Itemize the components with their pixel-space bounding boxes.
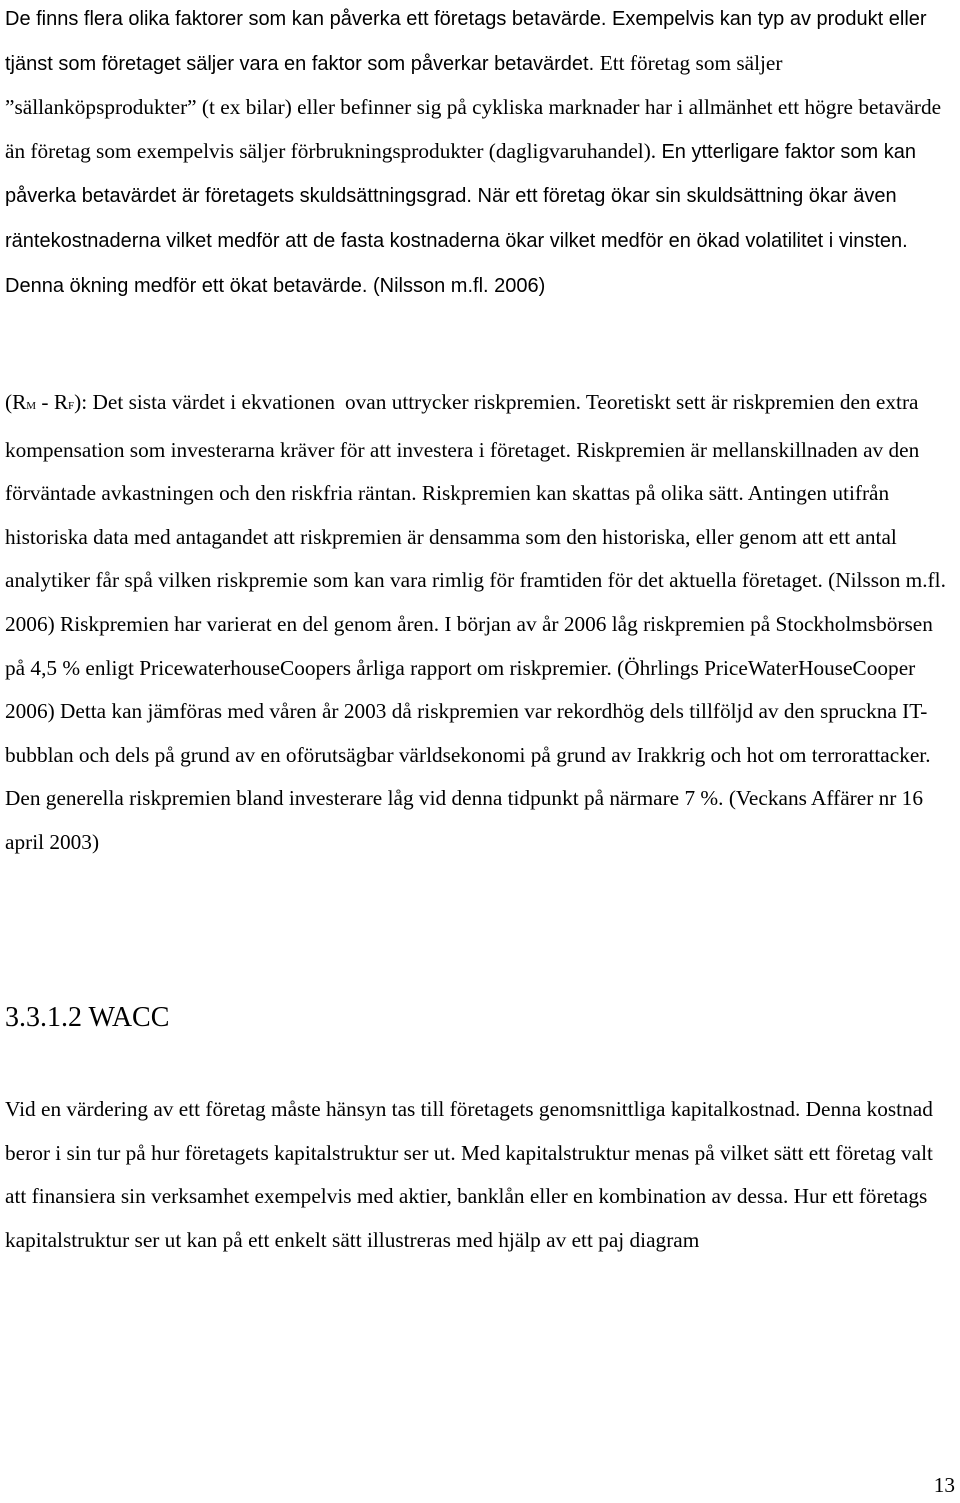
- sentence-6: Denna ökning medför ett ökat betavärde. (Nilsson m.fl. 2006): [5, 274, 546, 297]
- paragraph-riskpremium: [5, 381, 955, 865]
- page-number: 13: [933, 1473, 955, 1497]
- sentence-1: De finns flera olika faktorer som kan påverka ett företags betavärde.: [5, 8, 612, 30]
- sentence-3: Ett företag som säljer ”sällanköpsprodukter” (t ex bilar) eller befinner sig på cykliska marknader har i allmänhet ett högre betavärde än företag som exempelvis säljer förbrukningsprodukter (dagligvaruhandel).: [5, 50, 942, 163]
- riskpremium-text-start: Det sista värdet i ekvationen: [87, 390, 335, 414]
- formula-subscript-m: M: [26, 400, 37, 412]
- sentence-5: När ett företag ökar sin skuldsättning ökar även räntekostnaderna vilket medför att de fasta kostnaderna ökar vilket medför en ökad volatilitet i vinsten.: [5, 185, 908, 252]
- section-heading-wacc: 3.3.1.2 WACC: [5, 1002, 170, 1033]
- formula-open: (R: [5, 390, 27, 414]
- riskpremium-text-body: ovan uttrycker riskpremien. Teoretiskt sett är riskpremien den extra kompensation som investerarna kräver för att investera i företaget. Riskpremien är mellanskillnaden av den förväntade avkastningen och den riskfria räntan. Riskpremien kan skattas på olika sätt. Antingen utifrån historiska data med antagandet att riskpremien är densamma som den historiska, eller genom att ett antal analytiker får spå vilken riskpremie som kan vara rimlig för framtiden för det aktuella företaget. (Nilsson m.fl. 2006) Riskpremien har varierat en del genom åren. I början av år 2006 låg riskpremien på Stockholmsbörsen på 4,5 % enligt PricewaterhouseCoopers årliga rapport om riskpremier. (Öhrlings PriceWaterHouseCooper 2006) Detta kan jämföras med våren år 2003 då riskpremien var rekordhög dels tillföljd av den spruckna IT-bubblan och dels på grund av en oförutsägbar världsekonomi på grund av Irakkrig och hot om terrorattacker. Den generella riskpremien bland investerare låg vid denna tidpunkt på närmare 7 %. (Veckans Affärer nr 16 april 2003): [5, 390, 946, 854]
- paragraph-wacc: Vid en värdering av ett företag måste hänsyn tas till företagets genomsnittliga kapitalkostnad. Denna kostnad beror i sin tur på hur företagets kapitalstruktur ser ut. Med kapitalstruktur menas på vilket sätt ett företag valt att finansiera sin verksamhet exempelvis med aktier, banklån eller en kombination av dessa. Hur ett företags kapitalstruktur ser ut kan på ett enkelt sätt illustreras med hjälp av ett paj diagram: [5, 1097, 933, 1252]
- formula-close: ):: [74, 390, 88, 414]
- formula-subscript-f: F: [68, 400, 75, 412]
- formula-minus: - R: [36, 390, 69, 414]
- sentence-4: En ytterligare faktor som kan påverka betavärdet är företagets skuldsättningsgrad.: [5, 140, 917, 208]
- sentence-2: Exempelvis kan typ av produkt eller tjänst som företaget säljer vara en faktor som påverkar betavärdet.: [5, 8, 927, 75]
- paragraph-betavarde-factors: [5, 0, 955, 308]
